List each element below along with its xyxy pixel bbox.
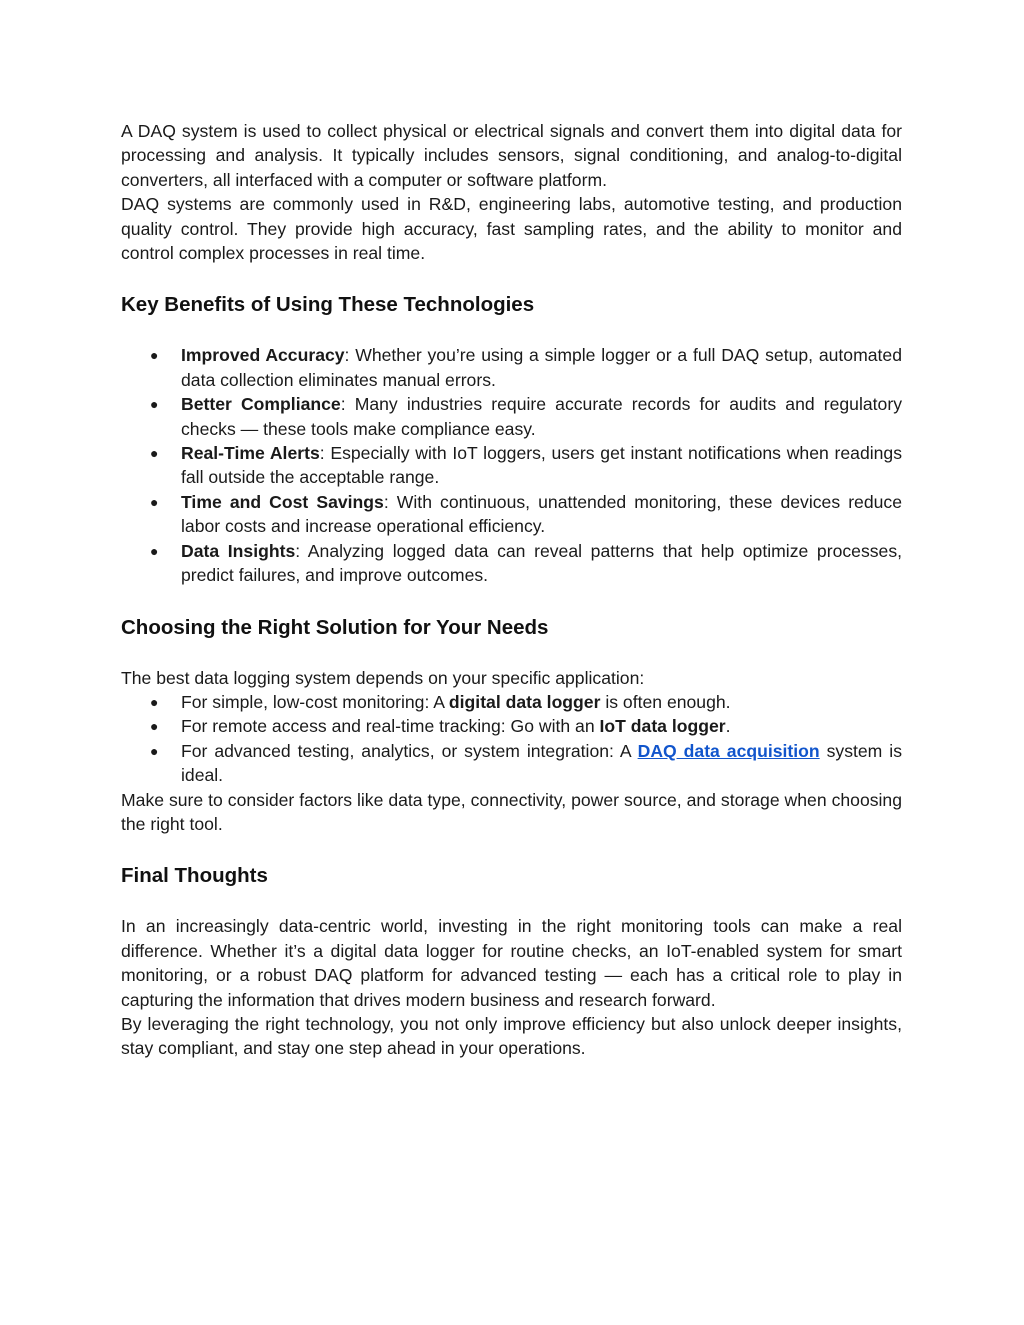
- choosing-item-bold: digital data logger: [448, 691, 601, 712]
- document-page: [121, 119, 902, 1061]
- intro-paragraph-1: A DAQ system is used to collect physical or electrical signals and convert them into digital data for processing and analysis. It typically includes sensors, signal conditioning, and analog-to-digital converters, all interfaced with a computer or software platform.: [121, 121, 902, 190]
- final-paragraph-2: By leveraging the right technology, you not only improve efficiency but also unlock deeper insights, stay compliant, and stay one step ahead in your operations.: [121, 1013, 902, 1059]
- choosing-item: [121, 714, 902, 738]
- final-heading: Final Thoughts: [121, 864, 268, 888]
- benefit-item: [121, 441, 902, 490]
- benefit-term: Real-Time Alerts: [181, 443, 320, 464]
- choosing-item-text: is often enough.: [600, 691, 731, 712]
- choosing-heading: Choosing the Right Solution for Your Needs: [121, 615, 549, 639]
- bullet-icon: ●: [150, 693, 159, 710]
- choosing-item-text: For advanced testing, analytics, or system integration: A: [181, 740, 638, 761]
- benefits-heading: Key Benefits of Using These Technologies: [121, 293, 535, 317]
- bullet-icon: ●: [150, 396, 159, 413]
- benefit-item: [121, 539, 902, 588]
- daq-data-acquisition-link[interactable]: DAQ data acquisition: [637, 740, 820, 761]
- final-paragraph-1: In an increasingly data-centric world, investing in the right monitoring tools can make a real difference. Whether it’s a digital data logger for routine checks, an IoT-enabled system for smart monitoring, or a robust DAQ platform for advanced testing — each has a critical role to play in capturing the information that drives modern business and research forward.: [121, 916, 902, 1010]
- choosing-lead: The best data logging system depends on your specific application:: [121, 667, 645, 688]
- benefit-term: Data Insights: [181, 540, 296, 561]
- benefit-item: [121, 490, 902, 539]
- choosing-list: [121, 690, 902, 788]
- choosing-item-text: system is ideal.: [181, 740, 902, 786]
- benefit-text: : Many industries require accurate records for audits and regulatory checks — these tools make compliance easy.: [181, 394, 902, 439]
- choosing-item: [121, 739, 902, 788]
- choosing-item-text: For remote access and real-time tracking: Go with an: [181, 716, 600, 737]
- choosing-item-text: .: [725, 716, 731, 737]
- choosing-item-text: For simple, low-cost monitoring: A: [181, 691, 449, 712]
- bullet-icon: ●: [150, 347, 159, 364]
- choosing-item: [121, 690, 902, 714]
- benefit-text: : Whether you’re using a simple logger or a full DAQ setup, automated data collection eliminates manual errors.: [181, 345, 902, 390]
- bullet-icon: ●: [150, 742, 159, 759]
- benefits-list: [121, 343, 902, 587]
- bullet-icon: ●: [150, 718, 159, 735]
- benefit-item: [121, 343, 902, 392]
- bullet-icon: ●: [150, 493, 159, 510]
- benefit-term: Better Compliance: [181, 394, 341, 415]
- benefit-term: Time and Cost Savings: [181, 491, 384, 512]
- benefit-term: Improved Accuracy: [181, 345, 345, 366]
- intro-paragraph-2: DAQ systems are commonly used in R&D, engineering labs, automotive testing, and production quality control. They provide high accuracy, fast sampling rates, and the ability to monitor and control complex processes in real time.: [121, 194, 902, 264]
- bullet-icon: ●: [150, 445, 159, 462]
- benefit-text: : Analyzing logged data can reveal patterns that help optimize processes, predict failures, and improve outcomes.: [181, 540, 903, 586]
- benefit-text: : Especially with IoT loggers, users get instant notifications when readings fall outside the acceptable range.: [181, 443, 903, 488]
- benefit-text: : With continuous, unattended monitoring, these devices reduce labor costs and increase operational efficiency.: [181, 491, 902, 537]
- choosing-item-bold: IoT data logger: [599, 716, 726, 737]
- bullet-icon: ●: [150, 542, 159, 559]
- choosing-closing: Make sure to consider factors like data type, connectivity, power source, and storage when choosing the right tool.: [121, 789, 902, 834]
- benefit-item: [121, 392, 902, 441]
